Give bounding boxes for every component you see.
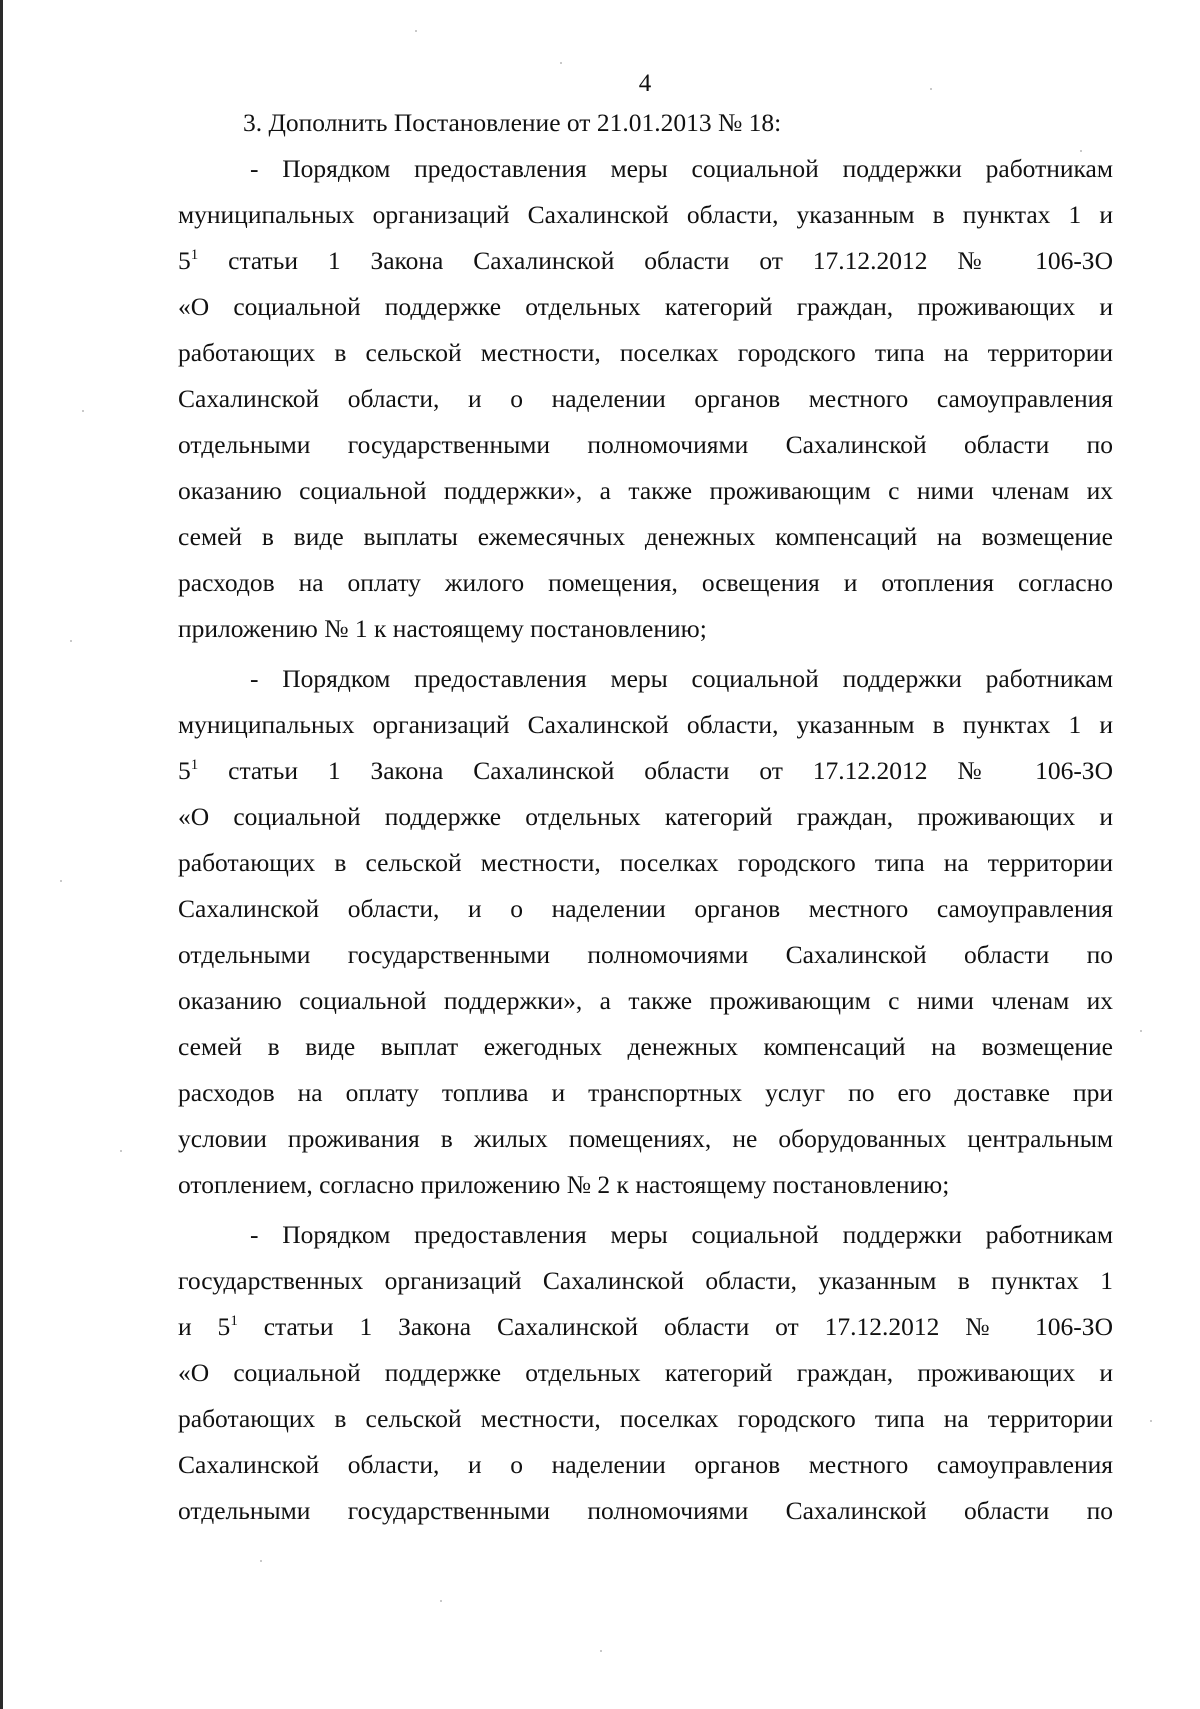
- paragraph-1-line-8: оказанию социальной поддержки», а также проживающим с ними членам их: [178, 476, 1113, 505]
- superscript-base: 5: [178, 756, 191, 785]
- scan-speck: [1140, 1030, 1142, 1032]
- paragraph-1-line-9: семей в виде выплаты ежемесячных денежных компенсаций на возмещение: [178, 522, 1113, 551]
- paragraph-1-line-4: «О социальной поддержке отдельных категорий граждан, проживающих и: [178, 292, 1113, 321]
- paragraph-2-line-11: условии проживания в жилых помещениях, не оборудованных центральным: [178, 1124, 1113, 1153]
- paragraph-1-line-1: - Порядком предоставления меры социальной поддержки работникам: [250, 154, 1113, 183]
- paragraph-3-line-5: работающих в сельской местности, поселках городского типа на территории: [178, 1404, 1113, 1433]
- superscript-base: и 5: [178, 1312, 231, 1341]
- paragraph-1-line-3: [178, 246, 1113, 276]
- page-number: 4: [638, 70, 652, 97]
- paragraph-2-line-4: «О социальной поддержке отдельных категорий граждан, проживающих и: [178, 802, 1113, 831]
- paragraph-2-line-6: Сахалинской области, и о наделении органов местного самоуправления: [178, 894, 1113, 923]
- line-text: статьи 1 Закона Сахалинской области от 17.12.2012 № 106-ЗО: [198, 246, 1113, 275]
- line-text: статьи 1 Закона Сахалинской области от 17.12.2012 № 106-ЗО: [198, 756, 1113, 785]
- superscript: 1: [190, 757, 199, 773]
- paragraph-3-line-7: отдельными государственными полномочиями Сахалинской области по: [178, 1496, 1113, 1525]
- section-heading: 3. Дополнить Постановление от 21.01.2013 № 18:: [243, 108, 782, 137]
- paragraph-2-line-8: оказанию социальной поддержки», а также проживающим с ними членам их: [178, 986, 1113, 1015]
- paragraph-2-line-3: [178, 756, 1113, 786]
- paragraph-1-line-11: приложению № 1 к настоящему постановлению;: [178, 614, 707, 643]
- paragraph-3-line-4: «О социальной поддержке отдельных категорий граждан, проживающих и: [178, 1358, 1113, 1387]
- superscript: 1: [190, 247, 199, 263]
- paragraph-2-line-9: семей в виде выплат ежегодных денежных компенсаций на возмещение: [178, 1032, 1113, 1061]
- paragraph-2-line-12: отоплением, согласно приложению № 2 к настоящему постановлению;: [178, 1170, 950, 1199]
- scan-speck: [415, 30, 417, 32]
- scan-speck: [260, 1560, 262, 1562]
- paragraph-3-line-1: - Порядком предоставления меры социальной поддержки работникам: [250, 1220, 1113, 1249]
- scan-speck: [1080, 150, 1082, 152]
- scan-speck: [600, 1650, 602, 1652]
- scan-speck: [82, 410, 84, 412]
- scan-speck: [560, 62, 562, 64]
- scan-speck: [70, 640, 72, 642]
- paragraph-2-line-1: - Порядком предоставления меры социальной поддержки работникам: [250, 664, 1113, 693]
- paragraph-2-line-2: муниципальных организаций Сахалинской области, указанным в пунктах 1 и: [178, 710, 1113, 739]
- scan-speck: [930, 88, 932, 90]
- superscript: 1: [230, 1313, 238, 1329]
- paragraph-2-line-5: работающих в сельской местности, поселках городского типа на территории: [178, 848, 1113, 877]
- scan-speck: [440, 1600, 442, 1602]
- paragraph-1-line-2: муниципальных организаций Сахалинской области, указанным в пунктах 1 и: [178, 200, 1113, 229]
- paragraph-2-line-7: отдельными государственными полномочиями Сахалинской области по: [178, 940, 1113, 969]
- scan-speck: [120, 1150, 122, 1152]
- paragraph-3-line-3: [178, 1312, 1113, 1342]
- line-text: статьи 1 Закона Сахалинской области от 17.12.2012 № 106-ЗО: [237, 1312, 1113, 1341]
- scan-speck: [1150, 1420, 1152, 1422]
- paragraph-3-line-6: Сахалинской области, и о наделении органов местного самоуправления: [178, 1450, 1113, 1479]
- superscript-base: 5: [178, 246, 191, 275]
- scan-left-edge: [0, 0, 3, 1709]
- paragraph-1-line-7: отдельными государственными полномочиями Сахалинской области по: [178, 430, 1113, 459]
- paragraph-1-line-5: работающих в сельской местности, поселках городского типа на территории: [178, 338, 1113, 367]
- paragraph-2-line-10: расходов на оплату топлива и транспортных услуг по его доставке при: [178, 1078, 1113, 1107]
- scan-speck: [60, 880, 62, 882]
- paragraph-3-line-2: государственных организаций Сахалинской области, указанным в пунктах 1: [178, 1266, 1113, 1295]
- paragraph-1-line-6: Сахалинской области, и о наделении органов местного самоуправления: [178, 384, 1113, 413]
- paragraph-1-line-10: расходов на оплату жилого помещения, освещения и отопления согласно: [178, 568, 1113, 597]
